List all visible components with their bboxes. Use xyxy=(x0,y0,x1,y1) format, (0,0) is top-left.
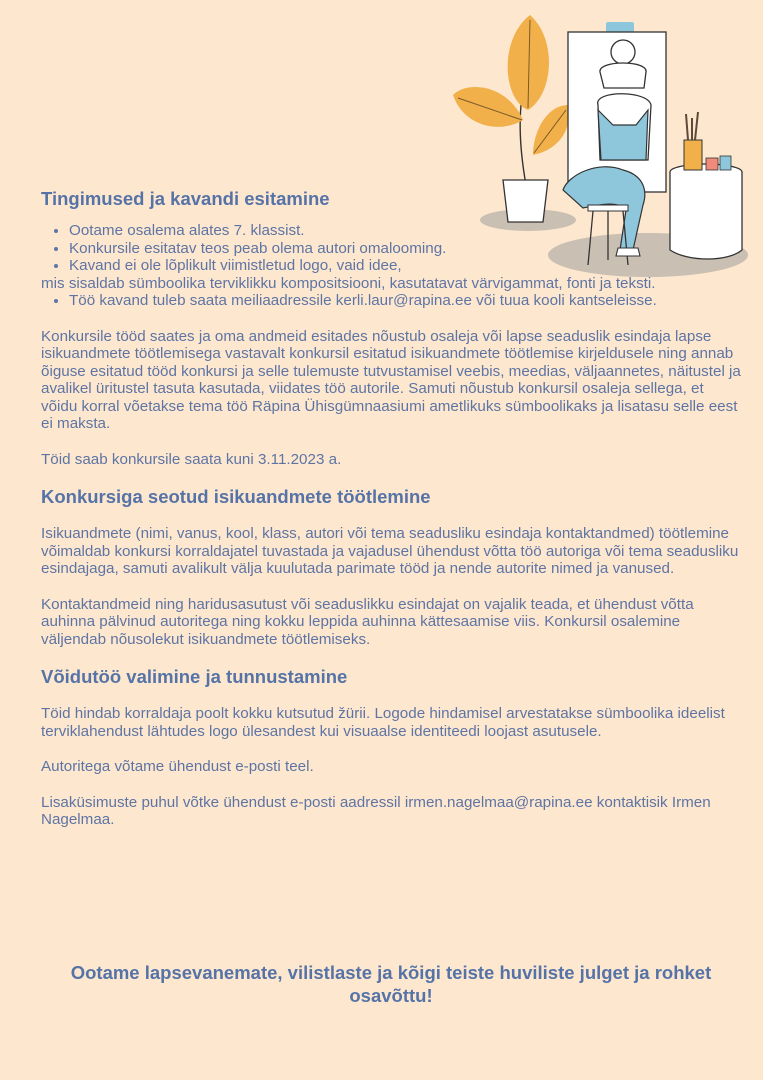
main-content xyxy=(41,188,741,829)
data-paragraph-2: Kontaktandmeid ning haridusasutust või seaduslikku esindajat on vajalik teada, et ühendust võtta auhinna pälvinud autoritega ning kokku leppida auhinna kättesaamise viis. Konkursil osalemine väljendab nõusolekut isikuandmete töötlemiseks. xyxy=(41,595,694,648)
list-item: • Kavand ei ole lõplikult viimistletud logo, vaid idee, xyxy=(69,257,741,275)
contact-authors-paragraph: Autoritega võtame ühendust e-posti teel. xyxy=(41,758,314,775)
contact-person-paragraph: Lisaküsimuste puhul võtke ühendust e-posti aadressil irmen.nagelmaa@rapina.ee kontaktisik Irmen Nagelmaa. xyxy=(41,793,711,828)
deadline-paragraph: Töid saab konkursile saata kuni 3.11.2023 a. xyxy=(41,450,342,468)
heading-conditions: Tingimused ja kavandi esitamine xyxy=(41,188,330,209)
data-paragraph-1: Isikuandmete (nimi, vanus, kool, klass, autori või tema seadusliku esindaja kontaktandmed) töötlemine võimaldab konkursi korraldajatel tuvastada ja vajadusel ühendust võtta töö autoriga või tema seadusliku esindajaga, samuti avalikult välja kuulutada parimate tööd ja nende autorite nimed ja vanused. xyxy=(41,525,739,577)
list-item: • Konkursile esitatav teos peab olema autori omalooming. xyxy=(69,240,741,258)
list-item: • Töö kavand tuleb saata meiliaadressile kerli.laur@rapina.ee või tuua kooli kantseleisse. xyxy=(69,292,741,310)
conditions-list xyxy=(41,222,741,275)
consent-paragraph: Konkursile tööd saates ja oma andmeid esitades nõustub osaleja või lapse seaduslik esindaja lapse isikuandmete töötlemisega vastavalt konkursil esitatud isikuandmete töötlemise kirjeldusele ning annab õiguse esitatud tööd konkursi ja selle tulemuste tutvustamisel veebis, meedias, väljaannetes, näitustel ja avalikel üritustel tasuta kasutada, viidates töö autorile. Samuti nõustub konkursil osaleja sellega, et võidu korral võetakse tema töö Räpina Ühisgümnaasiumi ametlikuks sümboolikaks ja lisatasu selle eest ei maksta. xyxy=(41,327,741,432)
list-item: • Ootame osalema alates 7. klassist. xyxy=(69,222,741,240)
bullet-continuation: mis sisaldab sümboolika terviklikku kompositsiooni, kasutatavat värvigammat, fonti ja teksti. xyxy=(41,274,656,292)
conditions-list-2 xyxy=(41,292,741,310)
heading-data-processing: Konkursiga seotud isikuandmete töötlemine xyxy=(41,486,431,507)
heading-winner-selection: Võidutöö valimine ja tunnustamine xyxy=(41,666,348,687)
closing-call: Ootame lapsevanemate, vilistlaste ja kõigi teiste huviliste julget ja rohket osavõttu! xyxy=(70,962,712,1006)
jury-paragraph: Töid hindab korraldaja poolt kokku kutsutud žürii. Logode hindamisel arvestatakse sümboolika ideelist terviklahendust lähtudes logo ülesandest kui visuaalse identiteedi loojast asutusele. xyxy=(41,705,725,740)
